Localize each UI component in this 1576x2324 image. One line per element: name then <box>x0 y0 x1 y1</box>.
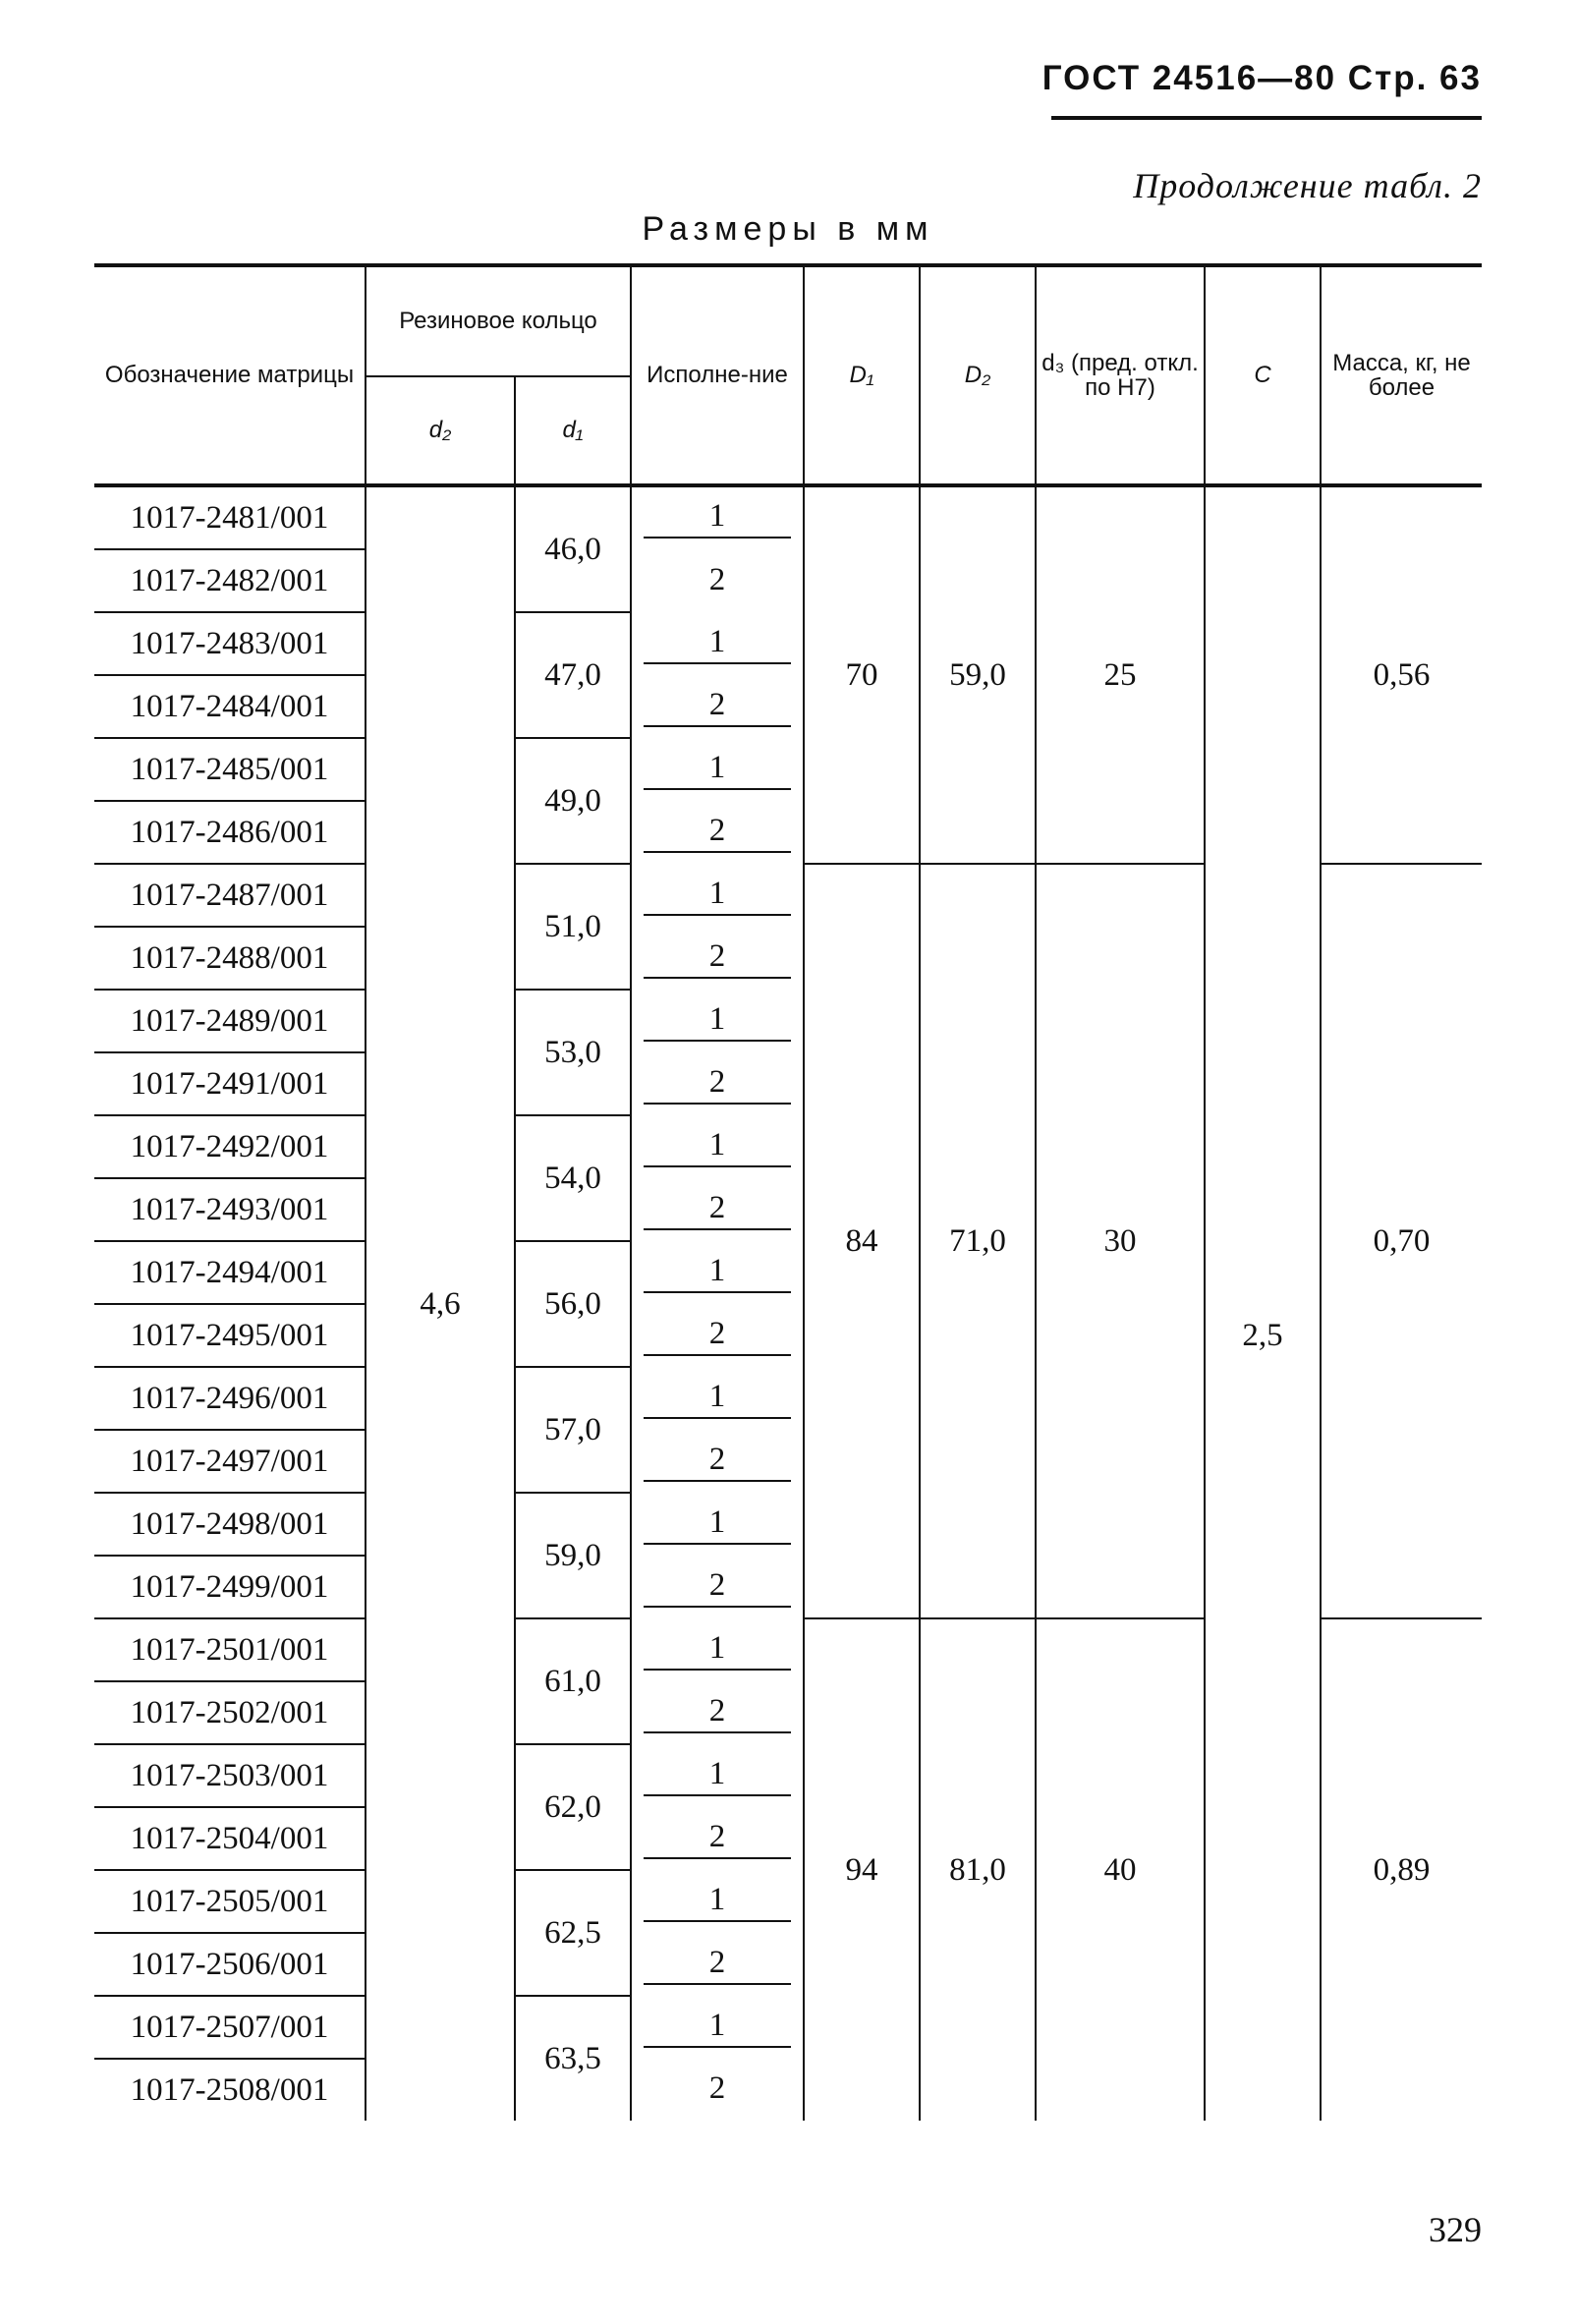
version-cell <box>631 1870 804 1933</box>
version-value: 2 <box>644 938 791 979</box>
designation-cell: 1017-2491/001 <box>94 1052 366 1115</box>
designation-cell: 1017-2499/001 <box>94 1556 366 1618</box>
col-mass: Масса, кг, не более <box>1321 265 1482 485</box>
version-value: 2 <box>644 1693 791 1733</box>
version-cell <box>631 1996 804 2059</box>
d1-cell: 46,0 <box>515 485 631 612</box>
col-d3: d₃ (пред. откл. по Н7) <box>1036 265 1205 485</box>
version-cell <box>631 1052 804 1115</box>
designation-cell: 1017-2503/001 <box>94 1744 366 1807</box>
D2-cell: 59,0 <box>920 485 1036 864</box>
version-cell <box>631 1556 804 1618</box>
d1-cell: 54,0 <box>515 1115 631 1241</box>
version-cell <box>631 675 804 738</box>
version-cell <box>631 1367 804 1430</box>
version-value: 1 <box>644 876 791 916</box>
designation-cell: 1017-2482/001 <box>94 549 366 612</box>
col-designation: Обозначение матрицы <box>94 265 366 485</box>
version-value: 1 <box>644 624 791 664</box>
col-version: Исполне-ние <box>631 265 804 485</box>
units-caption: Размеры в мм <box>642 210 934 248</box>
version-cell <box>631 1493 804 1556</box>
version-value: 2 <box>644 1567 791 1608</box>
version-cell <box>631 1744 804 1807</box>
version-value: 1 <box>644 1127 791 1167</box>
d1-cell: 61,0 <box>515 1618 631 1744</box>
matrix-table <box>94 263 1482 2121</box>
designation-cell: 1017-2507/001 <box>94 1996 366 2059</box>
col-C: C <box>1205 265 1321 485</box>
designation-cell: 1017-2501/001 <box>94 1618 366 1681</box>
designation-cell: 1017-2504/001 <box>94 1807 366 1870</box>
header-rule <box>1051 116 1482 120</box>
d1-cell: 57,0 <box>515 1367 631 1493</box>
version-cell <box>631 927 804 990</box>
version-value: 1 <box>644 1630 791 1671</box>
d3-cell: 25 <box>1036 485 1205 864</box>
version-value: 2 <box>708 2070 726 2106</box>
version-cell <box>631 1933 804 1996</box>
version-cell <box>631 738 804 801</box>
version-cell <box>631 1115 804 1178</box>
designation-cell: 1017-2494/001 <box>94 1241 366 1304</box>
version-cell <box>631 612 804 675</box>
designation-cell: 1017-2484/001 <box>94 675 366 738</box>
d1-cell: 51,0 <box>515 864 631 990</box>
version-cell <box>631 1430 804 1493</box>
running-header: ГОСТ 24516—80 Стр. 63 <box>1041 59 1482 97</box>
version-value: 2 <box>644 1316 791 1356</box>
designation-cell: 1017-2508/001 <box>130 2071 329 2108</box>
version-value: 1 <box>644 1882 791 1922</box>
version-value: 2 <box>644 1064 791 1105</box>
version-value: 2 <box>644 813 791 853</box>
col-D1: D₁ <box>804 265 920 485</box>
designation-cell: 1017-2493/001 <box>94 1178 366 1241</box>
d3-cell: 30 <box>1036 864 1205 1618</box>
version-value: 2 <box>644 1945 791 1985</box>
designation-cell: 1017-2506/001 <box>94 1933 366 1996</box>
D1-cell: 70 <box>804 485 920 864</box>
designation-cell: 1017-2489/001 <box>94 990 366 1052</box>
version-value: 2 <box>644 1190 791 1230</box>
d1-cell: 62,5 <box>515 1870 631 1996</box>
mass-cell: 0,56 <box>1321 485 1482 864</box>
d1-cell: 49,0 <box>515 738 631 864</box>
designation-cell: 1017-2495/001 <box>94 1304 366 1367</box>
version-cell <box>631 864 804 927</box>
table-continuation-label: Продолжение табл. 2 <box>1133 166 1482 205</box>
version-value: 2 <box>644 687 791 727</box>
designation-cell: 1017-2497/001 <box>94 1430 366 1493</box>
version-value: 1 <box>644 750 791 790</box>
version-value: 2 <box>644 1442 791 1482</box>
version-value: 2 <box>708 561 726 597</box>
version-value: 1 <box>644 1253 791 1293</box>
version-cell <box>631 485 804 549</box>
D1-cell: 94 <box>804 1618 920 2121</box>
mass-cell: 0,89 <box>1321 1618 1482 2121</box>
version-cell <box>631 990 804 1052</box>
C-cell: 2,5 <box>1205 485 1321 2121</box>
version-cell <box>631 1807 804 1870</box>
version-cell <box>631 1681 804 1744</box>
designation-cell: 1017-2498/001 <box>94 1493 366 1556</box>
d2-cell: 4,6 <box>366 485 515 2121</box>
d1-cell: 63,5 <box>515 1996 631 2121</box>
col-d1: d₁ <box>515 376 631 485</box>
designation-cell: 1017-2496/001 <box>94 1367 366 1430</box>
page-number: 329 <box>1429 2210 1482 2249</box>
col-d2: d₂ <box>366 376 515 485</box>
d3-cell: 40 <box>1036 1618 1205 2121</box>
version-value: 1 <box>644 1504 791 1545</box>
version-cell <box>631 1178 804 1241</box>
designation-cell: 1017-2492/001 <box>94 1115 366 1178</box>
version-cell <box>631 801 804 864</box>
version-value: 1 <box>644 2008 791 2048</box>
d1-cell: 56,0 <box>515 1241 631 1367</box>
d1-cell: 53,0 <box>515 990 631 1115</box>
version-cell <box>631 1304 804 1367</box>
designation-cell: 1017-2487/001 <box>94 864 366 927</box>
version-value: 1 <box>644 1001 791 1042</box>
col-group-ring: Резиновое кольцо <box>366 265 631 376</box>
D1-cell: 84 <box>804 864 920 1618</box>
designation-cell: 1017-2485/001 <box>94 738 366 801</box>
mass-cell: 0,70 <box>1321 864 1482 1618</box>
col-D2: D₂ <box>920 265 1036 485</box>
version-cell <box>631 1618 804 1681</box>
designation-cell: 1017-2481/001 <box>94 485 366 549</box>
D2-cell: 71,0 <box>920 864 1036 1618</box>
version-cell <box>631 549 804 612</box>
D2-cell: 81,0 <box>920 1618 1036 2121</box>
designation-cell: 1017-2486/001 <box>94 801 366 864</box>
version-value: 1 <box>644 498 791 538</box>
version-value: 1 <box>644 1756 791 1796</box>
designation-cell: 1017-2488/001 <box>94 927 366 990</box>
d1-cell: 62,0 <box>515 1744 631 1870</box>
d1-cell: 59,0 <box>515 1493 631 1618</box>
designation-cell: 1017-2502/001 <box>94 1681 366 1744</box>
version-value: 1 <box>644 1379 791 1419</box>
d1-cell: 47,0 <box>515 612 631 738</box>
version-cell <box>631 1241 804 1304</box>
version-value: 2 <box>644 1819 791 1859</box>
designation-cell: 1017-2483/001 <box>94 612 366 675</box>
designation-cell: 1017-2505/001 <box>94 1870 366 1933</box>
version-cell <box>631 2059 804 2121</box>
